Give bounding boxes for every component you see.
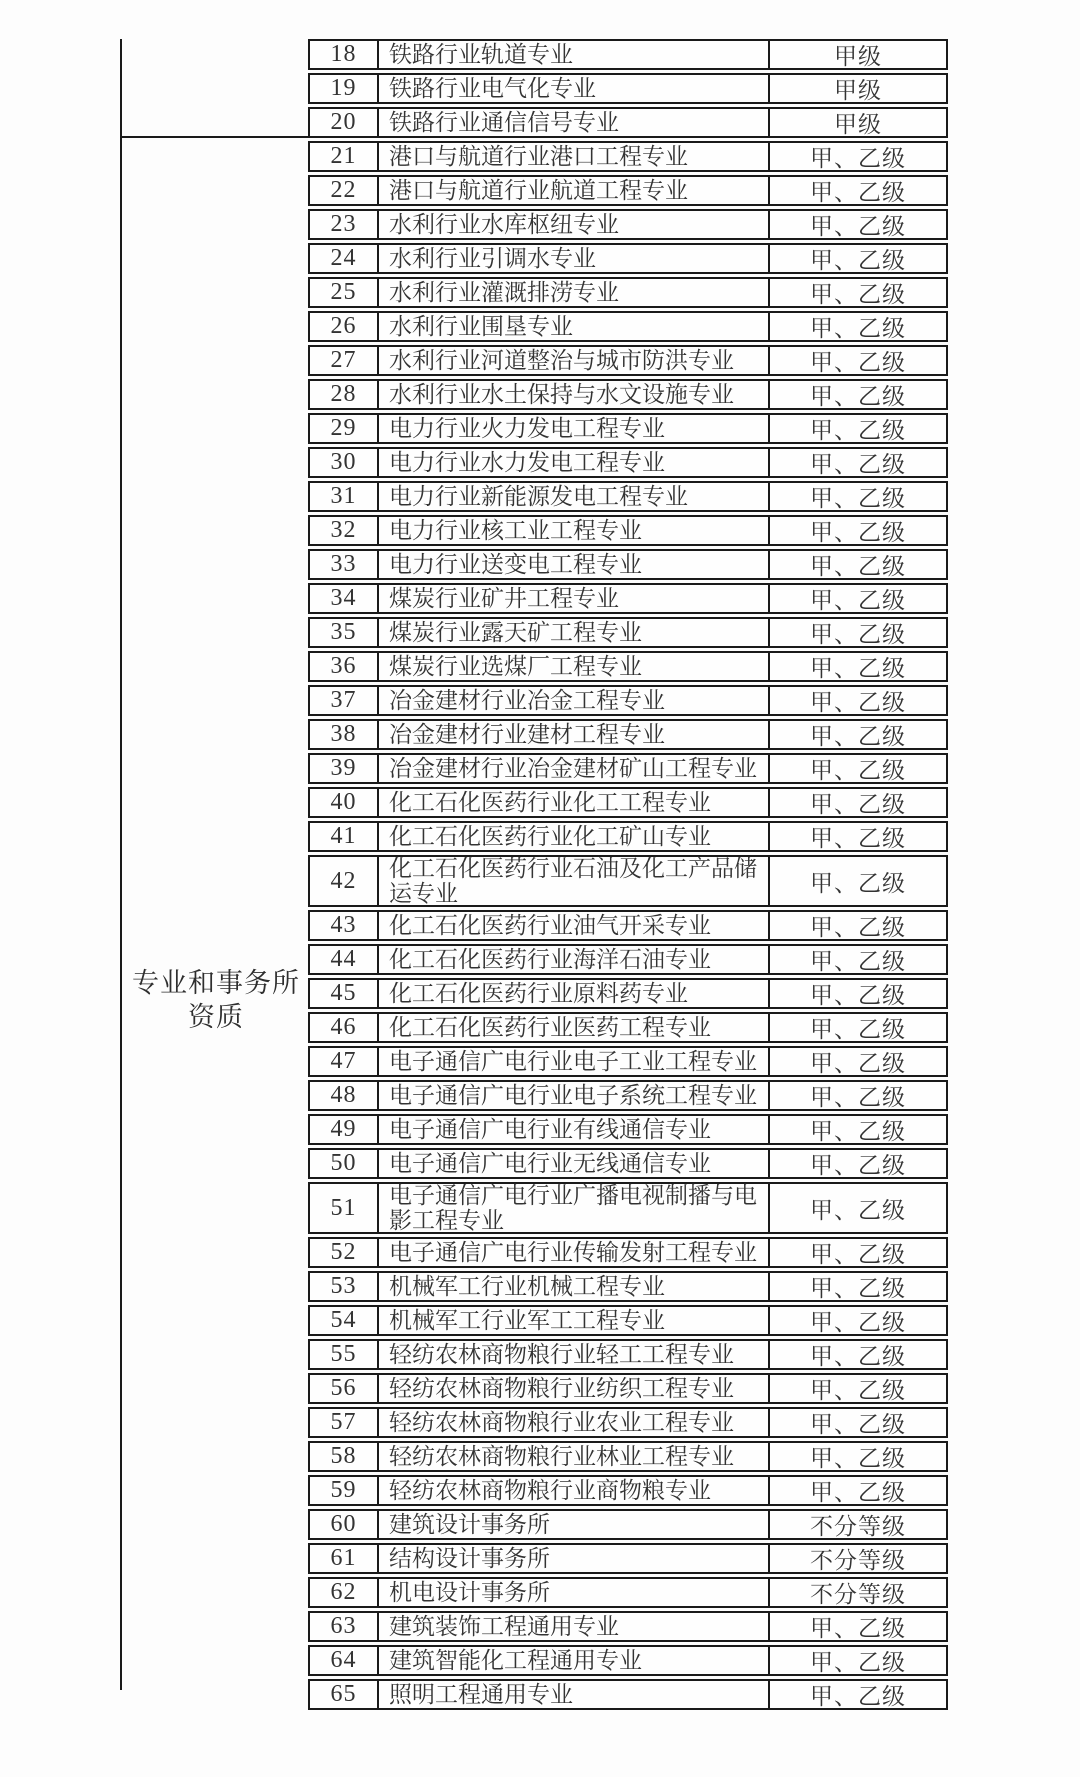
row-number-cell: 34	[310, 585, 379, 612]
table-row	[308, 1339, 948, 1370]
table-row	[308, 39, 948, 70]
row-name-cell: 结构设计事务所	[379, 1545, 770, 1572]
qualification-table	[308, 39, 948, 1710]
row-number-cell: 32	[310, 517, 379, 544]
category-divider-line	[122, 136, 310, 138]
table-row	[308, 1182, 948, 1234]
row-number-cell: 26	[310, 313, 379, 340]
table-row	[308, 1046, 948, 1077]
row-number-cell: 61	[310, 1545, 379, 1572]
row-name-cell: 机电设计事务所	[379, 1579, 770, 1606]
row-number-cell: 36	[310, 653, 379, 680]
row-number-cell: 53	[310, 1273, 379, 1300]
table-row	[308, 1645, 948, 1676]
row-number-cell: 21	[310, 143, 379, 170]
table-row	[308, 379, 948, 410]
row-grade-cell: 甲、乙级	[810, 486, 906, 511]
row-grade-cell: 不分等级	[810, 1582, 906, 1607]
row-name-cell: 铁路行业电气化专业	[379, 75, 770, 102]
table-row	[308, 1577, 948, 1608]
row-number-cell: 54	[310, 1307, 379, 1334]
table-row	[308, 821, 948, 852]
row-number-cell: 65	[310, 1681, 379, 1708]
row-grade-cell: 甲、乙级	[810, 1344, 906, 1369]
row-name-cell: 电力行业核工业工程专业	[379, 517, 770, 544]
row-number-cell: 30	[310, 449, 379, 476]
table-row	[308, 1012, 948, 1043]
table-row	[308, 1080, 948, 1111]
row-grade-cell: 甲、乙级	[810, 1310, 906, 1335]
row-grade-cell: 甲、乙级	[810, 520, 906, 545]
row-number-cell: 24	[310, 245, 379, 272]
row-name-cell: 化工石化医药行业石油及化工产品储运专业	[379, 857, 770, 905]
row-number-cell: 38	[310, 721, 379, 748]
table-row	[308, 1271, 948, 1302]
row-number-cell: 40	[310, 789, 379, 816]
row-grade-cell: 甲、乙级	[810, 690, 906, 715]
row-grade-cell: 甲、乙级	[810, 384, 906, 409]
table-row	[308, 855, 948, 907]
row-grade-cell: 甲、乙级	[810, 1119, 906, 1144]
row-grade-cell: 甲、乙级	[810, 656, 906, 681]
row-name-cell: 化工石化医药行业化工工程专业	[379, 789, 770, 816]
row-name-cell: 建筑装饰工程通用专业	[379, 1613, 770, 1640]
row-name-cell: 化工石化医药行业原料药专业	[379, 980, 770, 1007]
row-name-cell: 化工石化医药行业医药工程专业	[379, 1014, 770, 1041]
table-row	[308, 1305, 948, 1336]
row-number-cell: 27	[310, 347, 379, 374]
row-name-cell: 化工石化医药行业海洋石油专业	[379, 946, 770, 973]
row-name-cell: 机械军工行业军工工程专业	[379, 1307, 770, 1334]
table-row	[308, 1114, 948, 1145]
row-name-cell: 轻纺农林商物粮行业林业工程专业	[379, 1443, 770, 1470]
row-name-cell: 电子通信广电行业传输发射工程专业	[379, 1239, 770, 1266]
table-row	[308, 141, 948, 172]
row-name-cell: 煤炭行业矿井工程专业	[379, 585, 770, 612]
row-name-cell: 轻纺农林商物粮行业纺织工程专业	[379, 1375, 770, 1402]
row-grade-cell: 甲、乙级	[810, 1616, 906, 1641]
row-grade-cell: 甲、乙级	[810, 826, 906, 851]
row-grade-cell: 甲级	[834, 78, 882, 103]
row-grade-cell: 甲、乙级	[810, 1446, 906, 1471]
row-grade-cell: 甲、乙级	[810, 282, 906, 307]
row-name-cell: 化工石化医药行业化工矿山专业	[379, 823, 770, 850]
row-name-cell: 电子通信广电行业广播电视制播与电影工程专业	[379, 1184, 770, 1232]
row-grade-cell: 不分等级	[810, 1514, 906, 1539]
row-grade-cell: 甲、乙级	[810, 214, 906, 239]
table-row	[308, 1543, 948, 1574]
row-number-cell: 37	[310, 687, 379, 714]
row-grade-cell: 甲、乙级	[810, 1378, 906, 1403]
table-row	[308, 1475, 948, 1506]
row-number-cell: 58	[310, 1443, 379, 1470]
table-row	[308, 311, 948, 342]
row-number-cell: 51	[310, 1184, 379, 1232]
row-number-cell: 44	[310, 946, 379, 973]
row-name-cell: 冶金建材行业冶金工程专业	[379, 687, 770, 714]
row-grade-cell: 甲、乙级	[810, 1480, 906, 1505]
row-number-cell: 22	[310, 177, 379, 204]
row-grade-cell: 甲、乙级	[810, 248, 906, 273]
row-name-cell: 冶金建材行业冶金建材矿山工程专业	[379, 755, 770, 782]
row-name-cell: 电子通信广电行业有线通信专业	[379, 1116, 770, 1143]
row-number-cell: 39	[310, 755, 379, 782]
row-name-cell: 水利行业河道整治与城市防洪专业	[379, 347, 770, 374]
table-row	[308, 719, 948, 750]
table-row	[308, 515, 948, 546]
row-name-cell: 电力行业水力发电工程专业	[379, 449, 770, 476]
row-number-cell: 62	[310, 1579, 379, 1606]
row-number-cell: 46	[310, 1014, 379, 1041]
row-number-cell: 31	[310, 483, 379, 510]
table-row	[308, 345, 948, 376]
row-grade-cell: 甲、乙级	[810, 1684, 906, 1709]
row-number-cell: 18	[310, 41, 379, 68]
row-number-cell: 52	[310, 1239, 379, 1266]
row-number-cell: 23	[310, 211, 379, 238]
row-grade-cell: 甲、乙级	[810, 1650, 906, 1675]
row-grade-cell: 不分等级	[810, 1548, 906, 1573]
table-row	[308, 447, 948, 478]
row-number-cell: 59	[310, 1477, 379, 1504]
row-name-cell: 铁路行业轨道专业	[379, 41, 770, 68]
row-name-cell: 水利行业围垦专业	[379, 313, 770, 340]
row-name-cell: 化工石化医药行业油气开采专业	[379, 912, 770, 939]
row-grade-cell: 甲、乙级	[810, 1276, 906, 1301]
row-number-cell: 42	[310, 857, 379, 905]
row-name-cell: 照明工程通用专业	[379, 1681, 770, 1708]
row-name-cell: 港口与航道行业航道工程专业	[379, 177, 770, 204]
table-row	[308, 107, 948, 138]
table-row	[308, 1373, 948, 1404]
row-grade-cell: 甲、乙级	[810, 792, 906, 817]
table-row	[308, 209, 948, 240]
table-row	[308, 277, 948, 308]
row-number-cell: 60	[310, 1511, 379, 1538]
row-number-cell: 50	[310, 1150, 379, 1177]
table-row	[308, 978, 948, 1009]
table-row	[308, 583, 948, 614]
table-row	[308, 753, 948, 784]
table-row	[308, 617, 948, 648]
row-grade-cell: 甲、乙级	[810, 915, 906, 940]
row-grade-cell: 甲、乙级	[810, 452, 906, 477]
row-number-cell: 20	[310, 109, 379, 136]
table-row	[308, 1611, 948, 1642]
row-grade-cell: 甲、乙级	[810, 418, 906, 443]
row-number-cell: 64	[310, 1647, 379, 1674]
row-number-cell: 41	[310, 823, 379, 850]
row-name-cell: 冶金建材行业建材工程专业	[379, 721, 770, 748]
row-number-cell: 48	[310, 1082, 379, 1109]
row-number-cell: 45	[310, 980, 379, 1007]
row-number-cell: 28	[310, 381, 379, 408]
table-row	[308, 481, 948, 512]
row-name-cell: 电力行业新能源发电工程专业	[379, 483, 770, 510]
row-grade-cell: 甲、乙级	[810, 724, 906, 749]
table-row	[308, 175, 948, 206]
row-name-cell: 机械军工行业机械工程专业	[379, 1273, 770, 1300]
row-grade-cell: 甲、乙级	[810, 1051, 906, 1076]
row-name-cell: 水利行业引调水专业	[379, 245, 770, 272]
row-grade-cell: 甲、乙级	[810, 146, 906, 171]
table-row	[308, 651, 948, 682]
row-grade-cell: 甲、乙级	[810, 180, 906, 205]
category-label: 专业和事务所资质	[132, 968, 300, 1032]
row-grade-cell: 甲、乙级	[810, 554, 906, 579]
table-row	[308, 685, 948, 716]
table-row	[308, 243, 948, 274]
row-grade-cell: 甲、乙级	[810, 983, 906, 1008]
row-number-cell: 49	[310, 1116, 379, 1143]
row-name-cell: 轻纺农林商物粮行业农业工程专业	[379, 1409, 770, 1436]
table-row	[308, 413, 948, 444]
row-grade-cell: 甲、乙级	[810, 350, 906, 375]
row-grade-cell: 甲、乙级	[810, 1017, 906, 1042]
table-row	[308, 73, 948, 104]
row-name-cell: 轻纺农林商物粮行业商物粮专业	[379, 1477, 770, 1504]
table-row	[308, 1441, 948, 1472]
row-grade-cell: 甲、乙级	[810, 1242, 906, 1267]
row-number-cell: 19	[310, 75, 379, 102]
row-number-cell: 56	[310, 1375, 379, 1402]
table-row	[308, 1237, 948, 1268]
table-row	[308, 787, 948, 818]
table-row	[308, 1679, 948, 1710]
row-grade-cell: 甲、乙级	[810, 949, 906, 974]
table-row	[308, 1407, 948, 1438]
row-number-cell: 55	[310, 1341, 379, 1368]
row-grade-cell: 甲、乙级	[810, 1412, 906, 1437]
row-name-cell: 水利行业水库枢纽专业	[379, 211, 770, 238]
table-row	[308, 1148, 948, 1179]
row-grade-cell: 甲、乙级	[810, 870, 906, 896]
table-row	[308, 1509, 948, 1540]
table-row	[308, 549, 948, 580]
row-name-cell: 电子通信广电行业电子工业工程专业	[379, 1048, 770, 1075]
row-name-cell: 电力行业送变电工程专业	[379, 551, 770, 578]
row-grade-cell: 甲、乙级	[810, 1153, 906, 1178]
row-name-cell: 建筑智能化工程通用专业	[379, 1647, 770, 1674]
row-name-cell: 水利行业灌溉排涝专业	[379, 279, 770, 306]
row-name-cell: 建筑设计事务所	[379, 1511, 770, 1538]
row-number-cell: 25	[310, 279, 379, 306]
row-name-cell: 煤炭行业露天矿工程专业	[379, 619, 770, 646]
row-number-cell: 57	[310, 1409, 379, 1436]
row-name-cell: 电子通信广电行业无线通信专业	[379, 1150, 770, 1177]
row-grade-cell: 甲、乙级	[810, 588, 906, 613]
row-name-cell: 电子通信广电行业电子系统工程专业	[379, 1082, 770, 1109]
row-number-cell: 33	[310, 551, 379, 578]
row-grade-cell: 甲、乙级	[810, 758, 906, 783]
category-column	[120, 39, 310, 1690]
row-number-cell: 35	[310, 619, 379, 646]
row-number-cell: 43	[310, 912, 379, 939]
row-name-cell: 轻纺农林商物粮行业轻工工程专业	[379, 1341, 770, 1368]
row-grade-cell: 甲级	[834, 112, 882, 137]
row-name-cell: 水利行业水土保持与水文设施专业	[379, 381, 770, 408]
row-grade-cell: 甲、乙级	[810, 1197, 906, 1223]
row-grade-cell: 甲、乙级	[810, 1085, 906, 1110]
row-name-cell: 港口与航道行业港口工程专业	[379, 143, 770, 170]
row-name-cell: 煤炭行业选煤厂工程专业	[379, 653, 770, 680]
row-name-cell: 电力行业火力发电工程专业	[379, 415, 770, 442]
row-number-cell: 63	[310, 1613, 379, 1640]
row-grade-cell: 甲、乙级	[810, 622, 906, 647]
row-name-cell: 铁路行业通信信号专业	[379, 109, 770, 136]
row-number-cell: 29	[310, 415, 379, 442]
table-row	[308, 910, 948, 941]
row-number-cell: 47	[310, 1048, 379, 1075]
table-row	[308, 944, 948, 975]
row-grade-cell: 甲级	[834, 44, 882, 69]
row-grade-cell: 甲、乙级	[810, 316, 906, 341]
